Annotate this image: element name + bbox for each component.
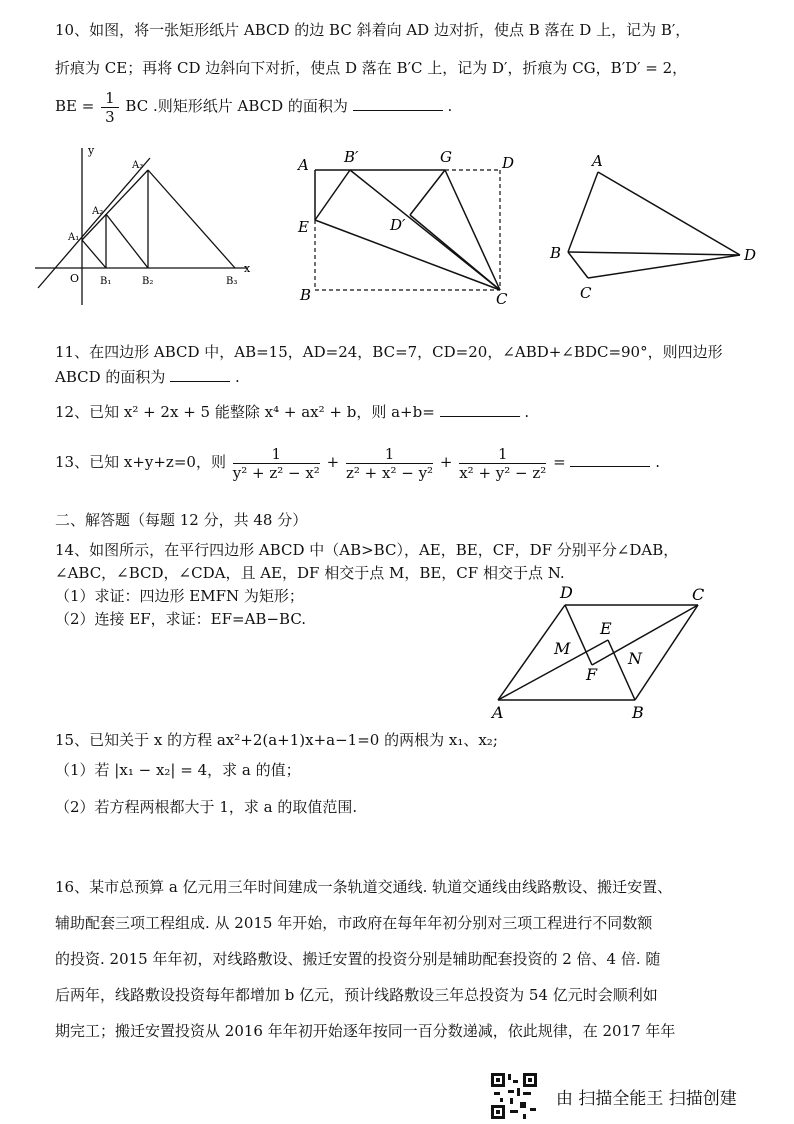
qr-code-icon[interactable] (490, 1072, 538, 1120)
line-a2-b2 (106, 214, 148, 268)
fig4-label-m: M (554, 639, 571, 658)
q16-line-5: 期完工；搬迁安置投资从 2016 年年初开始逐年按同一百分数递减，依此规律，在 2017 年年 (55, 1022, 676, 1040)
fig2-label-a: A (298, 156, 309, 174)
fig1-label-a2: A₂ (92, 206, 104, 217)
fig1-label-a1: A₁ (68, 232, 80, 243)
q13-start: 13、已知 x+y+z=0，则 (55, 453, 226, 471)
figure-quadrilateral (540, 150, 770, 310)
fig1-label-b1: B₁ (100, 276, 112, 287)
fig2-label-c: C (496, 290, 508, 308)
q13-fraction-3 (459, 445, 546, 482)
q14-line-1: 14、如图所示，在平行四边形 ABCD 中（AB>BC），AE，BE，CF，DF 分别平分∠DAB， (55, 541, 679, 559)
line-a1-a3 (82, 170, 148, 240)
fig2-label-b: B (300, 286, 312, 304)
section-2-heading: 二、解答题（每题 12 分，共 48 分） (55, 511, 308, 529)
fig4-label-d: D (560, 583, 573, 602)
figure-folded-rectangle (290, 140, 520, 310)
q10-answer-blank[interactable] (353, 94, 443, 111)
diagonal-b-d (568, 252, 740, 255)
fig1-label-b3: B₃ (226, 276, 238, 287)
q13-f2-den: z² + x² − y² (345, 463, 434, 482)
q11-line-1: 11、在四边形 ABCD 中，AB=15，AD=24，BC=7，CD=20，∠ABD+∠BDC=90°，则四边形 (55, 343, 723, 361)
q12-end: . (524, 403, 530, 421)
q11-answer-blank[interactable] (170, 365, 230, 382)
edge-b-c (568, 252, 588, 278)
line-e-bprime (315, 170, 350, 220)
fig2-label-g: G (440, 148, 452, 166)
edge-a-d (598, 172, 740, 255)
line-a1-b1 (82, 240, 106, 268)
q15-line-2: （1）若 |x₁ − x₂| = 4，求 a 的值； (55, 761, 301, 779)
q11-end: . (234, 368, 240, 386)
fig3-label-a: A (592, 152, 603, 170)
fig4-label-n: N (628, 649, 642, 668)
q12-answer-blank[interactable] (440, 400, 520, 417)
q14-line-4: （2）连接 EF，求证：EF=AB−BC. (55, 610, 307, 628)
q15-line-1: 15、已知关于 x 的方程 ax²+2(a+1)x+a−1=0 的两根为 x₁、x₂; (55, 731, 498, 749)
q14-line-3: （1）求证：四边形 EMFN 为矩形； (55, 587, 304, 605)
q10-frac-num: 1 (101, 89, 119, 108)
q13-answer-blank[interactable] (570, 450, 650, 467)
fig2-label-d: D (502, 154, 515, 172)
q11-area-text: ABCD 的面积为 (55, 368, 166, 386)
edge-c-d (588, 255, 740, 278)
fig4-label-a: A (492, 703, 504, 722)
q10-be-label: BE = (55, 97, 100, 115)
q14-line-2: ∠ABC，∠BCD，∠CDA，且 AE，DF 相交于点 M，BE，CF 相交于点 N. (55, 564, 565, 582)
fig2-label-dprime: D′ (390, 216, 406, 234)
fig1-label-o: O (70, 272, 80, 285)
q13-f2-num: 1 (346, 445, 433, 464)
q10-line-3 (55, 86, 452, 126)
q10-end: . (447, 97, 453, 115)
fig3-label-b: B (550, 244, 562, 262)
q13-fraction-2 (346, 445, 433, 482)
fig2-label-e: E (298, 218, 309, 236)
fig1-label-a3: A₃ (132, 160, 144, 171)
q10-fraction (101, 89, 119, 126)
line-a3-b3 (148, 170, 235, 268)
q12-text: 12、已知 x² + 2x + 5 能整除 x⁴ + ax² + b，则 a+b= (55, 403, 435, 421)
fig4-label-c: C (692, 585, 705, 604)
q13-equals: = (553, 453, 566, 471)
q16-line-4: 后两年，线路敷设投资每年都增加 b 亿元，预计线路敷设三年总投资为 54 亿元时会顺利如 (55, 986, 658, 1004)
scanner-footer: 由 扫描全能王 扫描创建 (556, 1089, 737, 1109)
line-g-dprime (410, 170, 445, 215)
fig4-label-b: B (632, 703, 644, 722)
q16-line-3: 的投资. 2015 年年初，对线路敷设、搬迁安置的投资分别是辅助配套投资的 2 倍、4 倍. 随 (55, 950, 661, 968)
q10-line-2: 折痕为 CE；再将 CD 边斜向下对折，使点 D 落在 B′C 上，记为 D′，折痕为 CG，B′D′ = 2， (55, 59, 688, 77)
q13-f3-den: x² + y² − z² (459, 463, 547, 482)
q10-area-text: BC .则矩形纸片 ABCD 的面积为 (125, 97, 348, 115)
q13-plus-2: + (439, 453, 453, 471)
fig3-label-c: C (580, 284, 592, 302)
edge-c-b (635, 605, 698, 700)
line-dprime-c (410, 215, 500, 290)
q16-line-1: 16、某市总预算 a 亿元用三年时间建成一条轨道交通线. 轨道交通线由线路敷设、搬迁安置、 (55, 878, 673, 896)
fig1-label-y: y (88, 144, 95, 157)
fig4-label-f: F (586, 665, 598, 684)
fig4-label-e: E (600, 619, 612, 638)
q11-line-2 (55, 365, 240, 387)
edge-a-b (568, 172, 598, 252)
fig3-label-d: D (744, 246, 757, 264)
q13-plus-1: + (326, 453, 340, 471)
q16-line-2: 辅助配套三项工程组成. 从 2015 年开始，市政府在每年年初分别对三项工程进行不同数额 (55, 914, 653, 932)
q12-line (55, 400, 529, 422)
figure-parallelogram (480, 580, 730, 725)
fig1-label-b2: B₂ (142, 276, 154, 287)
q10-line-1: 10、如图，将一张矩形纸片 ABCD 的边 BC 斜着向 AD 边对折，使点 B 落在 D 上，记为 B′， (55, 21, 691, 39)
fig2-label-bprime: B′ (344, 148, 359, 166)
q15-line-3: （2）若方程两根都大于 1，求 a 的取值范围. (55, 798, 358, 816)
figure-coordinate-triangles (30, 140, 260, 310)
q13-f3-num: 1 (459, 445, 546, 464)
q13-fraction-1 (233, 445, 320, 482)
q13-line (55, 440, 660, 484)
q13-end: . (655, 453, 660, 471)
fig1-label-x: x (244, 262, 251, 275)
q13-f1-den: y² + z² − x² (232, 463, 320, 482)
q13-f1-num: 1 (233, 445, 320, 464)
q10-frac-den: 3 (105, 107, 115, 126)
